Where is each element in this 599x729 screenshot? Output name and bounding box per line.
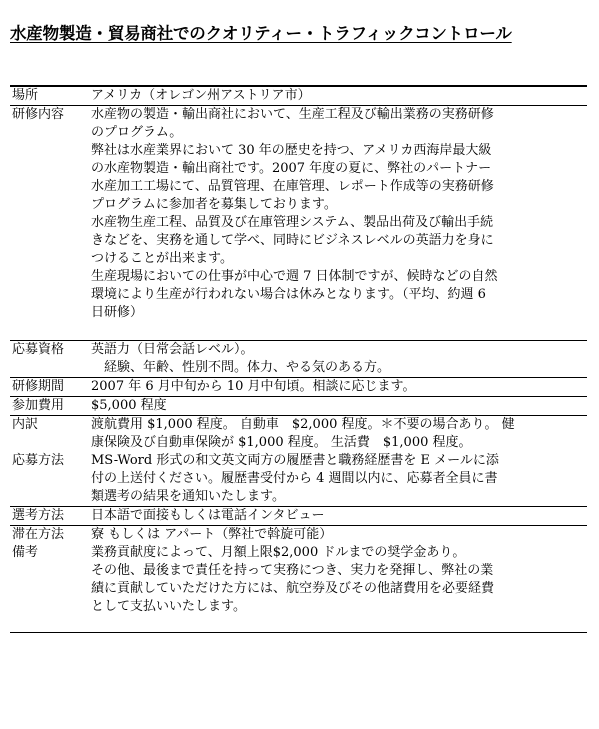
row-value: MS-Word 形式の和文英文両方の履歴書と職務経歴書を E メールに添 付の上送付ください。履歴書受付から 4 週間以内に、応募者全員に書 類選考の結果を通知いたします。 <box>91 453 499 504</box>
row-value: 寮 もしくは アパート（弊社で斡旋可能） <box>85 526 587 545</box>
row-label: 研修内容 <box>10 106 85 341</box>
row-location <box>10 87 587 106</box>
row-label: 備考 <box>12 545 39 560</box>
row-value: 業務貢献度によって、月額上限$2,000 ドルまでの奨学金あり。 その他、最後まで責任を持って実務につき、実力を発揮し、弊社の業 績に貢献していただけた方には、航空券及びその他諸費用を必要経費 として支払いいたします。 <box>91 545 495 614</box>
page-title: 水産物製造・貿易商社でのクオリティー・トラフィックコントロール <box>10 24 512 43</box>
row-label: 選考方法 <box>10 507 85 526</box>
row-label: 場所 <box>10 87 85 106</box>
row-label: 内訳 <box>10 416 85 453</box>
row-period <box>10 378 587 397</box>
row-training <box>10 106 587 341</box>
row-value: アメリカ（オレゴン州アストリア市） <box>85 87 587 106</box>
row-value: 2007 年 6 月中旬から 10 月中旬頃。相談に応じます。 <box>85 378 587 397</box>
row-stay <box>10 526 587 545</box>
row-label: 参加費用 <box>10 397 85 416</box>
row-label: 応募方法 <box>12 453 65 468</box>
row-value: 渡航費用 $1,000 程度。 自動車 $2,000 程度。＊不要の場合あり。 健 康保険及び自動車保険が $1,000 程度。 生活費 $1,000 程度。 <box>85 416 587 453</box>
row-label: 研修期間 <box>10 378 85 397</box>
row-value: 英語力（日常会話レベル）。 経験、年齢、性別不問。体力、やる気のある方。 <box>85 341 587 378</box>
row-label: 応募資格 <box>10 341 85 378</box>
row-qualification <box>10 341 587 378</box>
row-apply <box>10 452 587 507</box>
row-notes <box>10 544 587 632</box>
row-fee <box>10 397 587 416</box>
row-selection <box>10 507 587 526</box>
row-breakdown <box>10 416 587 453</box>
row-value: 日本語で面接もしくは電話インタビュー <box>85 507 587 526</box>
row-value: 水産物の製造・輸出商社において、生産工程及び輸出業務の実務研修 のプログラム。 弊社は水産業界において 30 年の歴史を持つ、アメリカ西海岸最大級 の水産物製造・輸出商社です。2007 年度の夏に、弊社のパートナー 水産加工工場にて、品質管理、在庫管理、レポート作成等の実務研修 プログラムに参加者を募集しております。 水産物生産工程、品質及び在庫管理システム、製品出荷及び輸出手続 きなどを、実務を通して学べ、同時にビジネスレベルの英語力を身に つけることが出来ます。 生産現場においての仕事が中心で週 7 日体制ですが、候時などの自然 環境により生産が行われない場合は休みとなります。（平均、約週 6 日研修） <box>85 106 587 341</box>
row-label: 滞在方法 <box>10 526 85 545</box>
program-details-table <box>10 85 587 633</box>
row-value: $5,000 程度 <box>85 397 587 416</box>
